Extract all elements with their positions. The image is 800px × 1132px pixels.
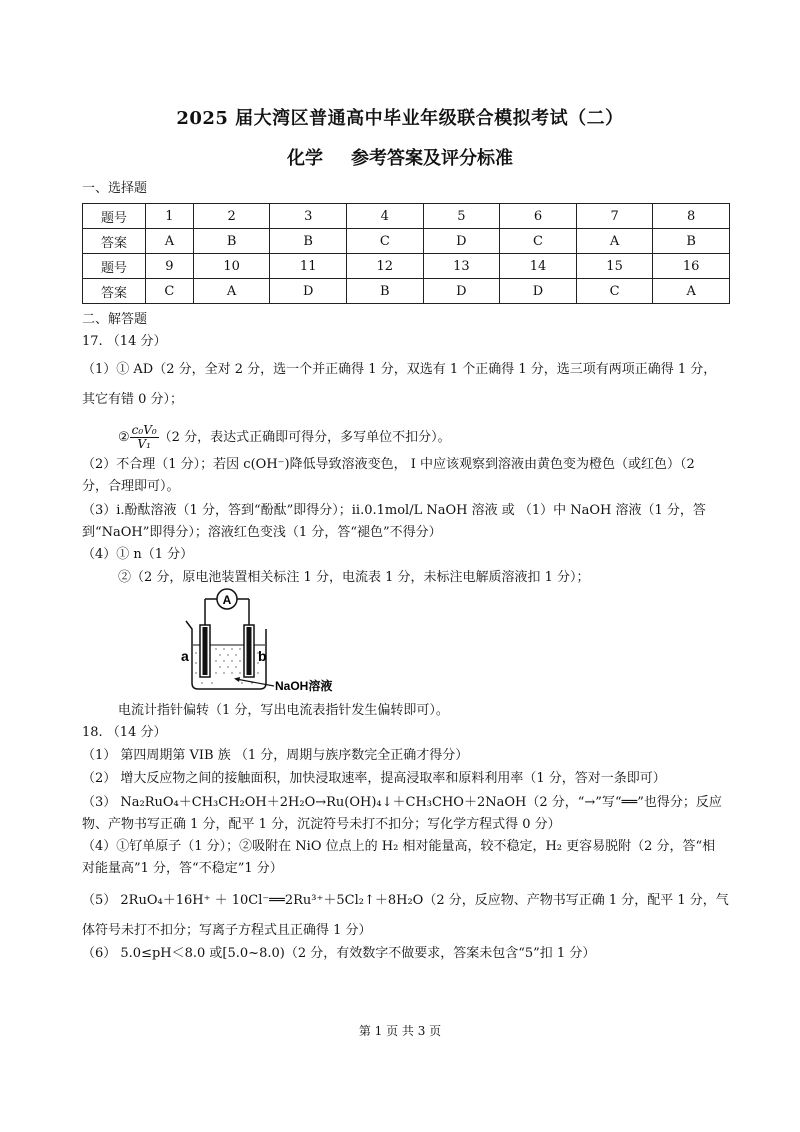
table-cell: 8: [653, 204, 730, 229]
table-cell: 4: [347, 204, 424, 229]
table-cell: 1: [146, 204, 194, 229]
table-cell: C: [500, 229, 577, 254]
q17-heading: 17. （14 分）: [82, 334, 167, 349]
q17-line: （2）不合理（1 分）；若因 c(OH⁻)降低导致溶液变色， Ⅰ 中应该观察到溶液由黄色变为橙色（或红色）（2: [82, 457, 695, 472]
table-row-header: 题号: [83, 254, 146, 279]
page-subtitle: [0, 144, 800, 170]
q18-line: （1） 第四周期第 VIB 族 （1 分，周期与族序数完全正确才得分）: [82, 748, 469, 763]
q18-line: 体符号未打不扣分；写离子方程式且正确得 1 分）: [82, 923, 372, 938]
section-heading-answer: 二、解答题: [82, 312, 148, 327]
electrode-a-label: a: [181, 648, 189, 664]
table-cell: C: [347, 229, 424, 254]
q17-line: 其它有错 0 分）；: [82, 392, 184, 407]
subtitle-rest: 参考答案及评分标准: [351, 148, 513, 169]
table-cell: B: [653, 229, 730, 254]
table-cell: D: [270, 279, 347, 304]
galvanic-cell-diagram: [178, 583, 378, 695]
q18-line: （2） 增大反应物之间的接触面积，加快浸取速率，提高浸取率和原料利用率（1 分，答对一条即可）: [82, 771, 666, 786]
q17-line: （4）① n（1 分）: [82, 547, 194, 562]
table-row: [83, 204, 730, 229]
q17-formula-line: [118, 424, 758, 451]
table-cell: 12: [347, 254, 424, 279]
q18-line: （3） Na₂RuO₄＋CH₃CH₂OH＋2H₂O→Ru(OH)₄↓＋CH₃CHO＋2NaOH（2 分，“→”写“══”也得分；反应: [82, 795, 722, 810]
table-cell: 14: [500, 254, 577, 279]
table-row: [83, 229, 730, 254]
ammeter-label: A: [222, 593, 232, 607]
table-cell: D: [423, 279, 500, 304]
table-cell: 9: [146, 254, 194, 279]
table-cell: 6: [500, 204, 577, 229]
page-title: 2025 届大湾区普通高中毕业年级联合模拟考试（二）: [176, 108, 624, 129]
table-row: [83, 254, 730, 279]
table-cell: A: [193, 279, 270, 304]
answer-table: [82, 203, 730, 304]
q18-line: 物、产物书写正确 1 分，配平 1 分，沉淀符号未打不扣分；写化学方程式得 0 分）: [82, 817, 561, 832]
table-row-header: 答案: [83, 229, 146, 254]
table-cell: C: [576, 279, 653, 304]
table-cell: 5: [423, 204, 500, 229]
table-cell: A: [653, 279, 730, 304]
table-cell: C: [146, 279, 194, 304]
table-cell: B: [270, 229, 347, 254]
table-cell: A: [576, 229, 653, 254]
solution-label: NaOH溶液: [275, 679, 333, 693]
table-cell: 11: [270, 254, 347, 279]
subject-label: 化学: [287, 148, 323, 169]
table-cell: 3: [270, 204, 347, 229]
table-cell: D: [500, 279, 577, 304]
q17-line: （1）① AD（2 分，全对 2 分，选一个并正确得 1 分，双选有 1 个正确得 1 分，选三项有两项正确得 1 分，: [82, 362, 717, 377]
q18-line: （6） 5.0≤pH＜8.0 或[5.0~8.0)（2 分，有效数字不做要求，答案未包含“5”扣 1 分）: [82, 946, 596, 961]
table-row: [83, 279, 730, 304]
table-cell: A: [146, 229, 194, 254]
q18-line: （4）①钌单原子（1 分）；②吸附在 NiO 位点上的 H₂ 相对能量高，较不稳定，H₂ 更容易脱附（2 分，答“相: [82, 839, 716, 854]
q17-line: 到“NaOH”即得分）；溶液红色变浅（1 分，答“褪色”不得分）: [82, 525, 442, 540]
table-cell: 7: [576, 204, 653, 229]
table-cell: B: [347, 279, 424, 304]
q18-line: 对能量高”1 分，答“不稳定”1 分）: [82, 861, 283, 876]
table-cell: 13: [423, 254, 500, 279]
page-footer: 第 1 页 共 3 页: [358, 1024, 442, 1038]
fraction: [130, 424, 159, 451]
q18-line: （5） 2RuO₄＋16H⁺ ＋ 10Cl⁻══2Ru³⁺＋5Cl₂↑＋8H₂O（2 分，反应物、产物书写正确 1 分，配平 1 分，气: [82, 893, 729, 908]
fraction-numerator: c₀V₀: [131, 423, 157, 437]
q17-formula-note: （2 分，表达式正确即可得分，多写单位不扣分）。: [158, 430, 451, 445]
table-row-header: 答案: [83, 279, 146, 304]
q17-line: 电流计指针偏转（1 分，写出电流表指针发生偏转即可）。: [118, 703, 449, 718]
fraction-denominator: V₁: [137, 437, 151, 451]
table-cell: B: [193, 229, 270, 254]
table-cell: 10: [193, 254, 270, 279]
table-cell: 16: [653, 254, 730, 279]
circled-number: ②: [118, 430, 130, 445]
table-cell: 2: [193, 204, 270, 229]
table-cell: 15: [576, 254, 653, 279]
electrode-b-label: b: [258, 648, 267, 664]
table-row-header: 题号: [83, 204, 146, 229]
q17-line: （3）i.酚酞溶液（1 分，答到“酚酞”即得分）；ii.0.1mol/L NaOH 溶液 或 （1）中 NaOH 溶液（1 分，答: [82, 503, 706, 518]
section-heading-choice: 一、选择题: [82, 181, 148, 196]
table-cell: D: [423, 229, 500, 254]
q17-line: 分，合理即可）。: [82, 479, 180, 494]
q18-heading: 18. （14 分）: [82, 725, 167, 740]
q17-line: ②（2 分，原电池装置相关标注 1 分，电流表 1 分，未标注电解质溶液扣 1 分）；: [118, 570, 590, 585]
